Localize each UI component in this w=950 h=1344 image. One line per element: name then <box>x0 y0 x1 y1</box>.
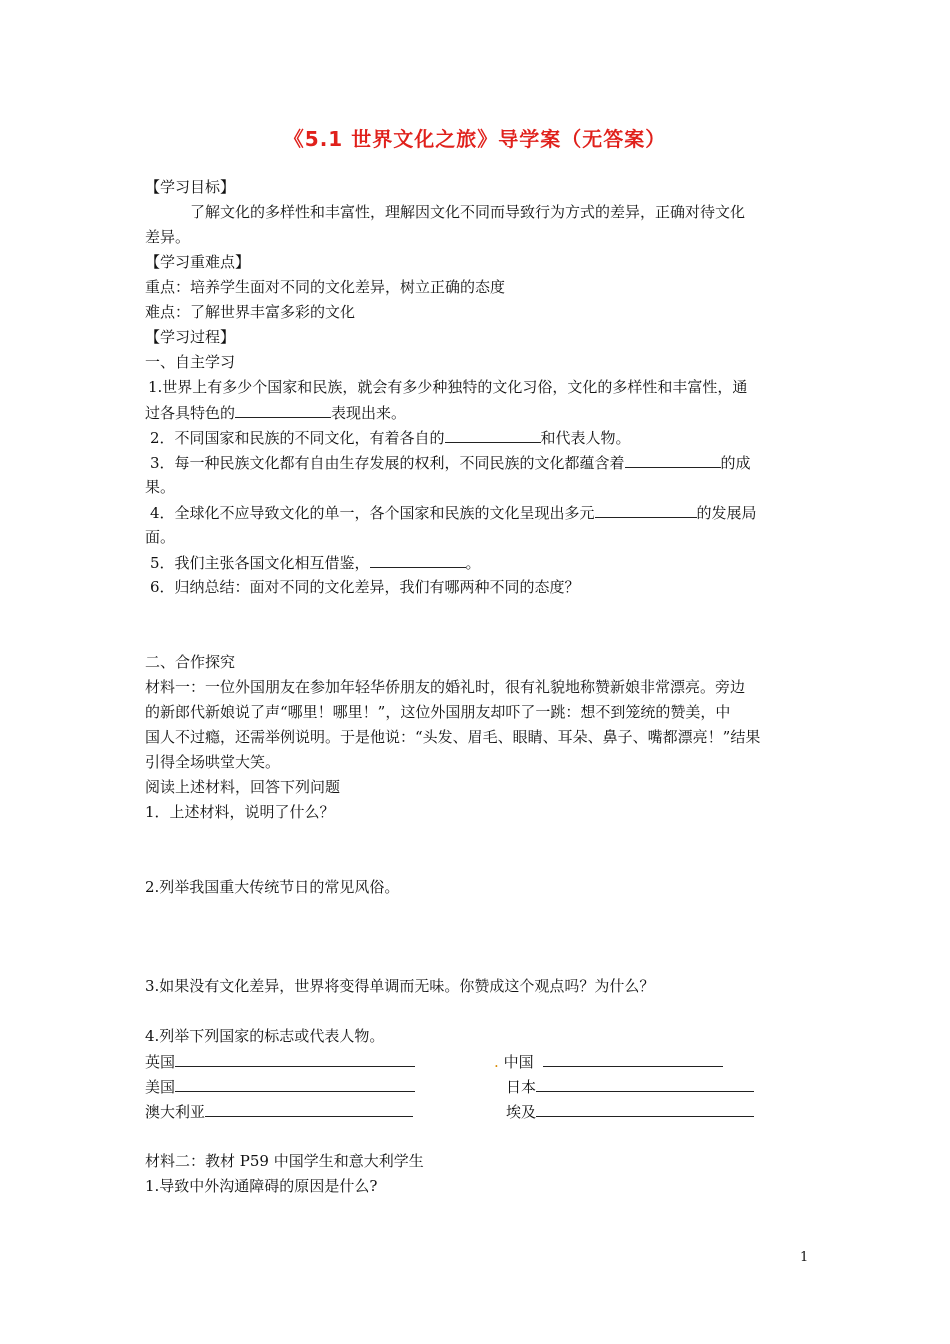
key-heading: 【学习重难点】 <box>145 253 251 271</box>
answer-blank <box>543 1052 723 1067</box>
country-au: 澳大利亚 <box>145 1102 413 1121</box>
self-study-heading: 一、自主学习 <box>145 353 236 371</box>
answer-blank <box>536 1102 754 1117</box>
coop-question-1: 1．上述材料，说明了什么？ <box>145 803 335 821</box>
answer-blank <box>235 403 331 418</box>
answer-blank <box>536 1077 754 1092</box>
question-5: 5．我们主张各国文化相互借鉴， 。 <box>150 554 481 572</box>
answer-blank <box>595 503 697 518</box>
material-1-line-2: 的新郎代新娘说了声“哪里！哪里！”，这位外国朋友却吓了一跳：想不到笼统的赞美，中 <box>145 703 731 721</box>
coop-question-2: 2.列举我国重大传统节日的常见风俗。 <box>145 878 400 896</box>
material-1-line-3: 国人不过瘾，还需举例说明。于是他说：“头发、眉毛、眼睛、耳朵、鼻子、嘴都漂亮！”结果 <box>145 728 761 746</box>
coop-heading: 二、合作探究 <box>145 653 236 671</box>
answer-blank <box>445 428 541 443</box>
material-2: 材料二：教材 P59 中国学生和意大利学生 <box>145 1152 424 1170</box>
country-eg: 埃及 <box>506 1102 754 1121</box>
answer-blank <box>175 1052 415 1067</box>
question-3-cont: 果。 <box>145 478 176 496</box>
page-number: 1 <box>800 1250 809 1265</box>
country-cn: . 中国 <box>494 1052 723 1071</box>
country-uk: 英国 <box>145 1052 415 1071</box>
question-3: 3．每一种民族文化都有自由生存发展的权利，不同民族的文化都蕴含着 的成 <box>150 454 751 472</box>
question-1-cont: 过各具特色的 表现出来。 <box>145 404 407 422</box>
question-1: 1.世界上有多少个国家和民族，就会有多少种独特的文化习俗，文化的多样性和丰富性，通 <box>148 378 748 396</box>
page-title: 《5.1 世界文化之旅》导学案（无答案） <box>283 127 667 151</box>
goals-text-cont: 差异。 <box>145 228 191 246</box>
material-2-question-1: 1.导致中外沟通障碍的原因是什么? <box>145 1177 378 1195</box>
answer-blank <box>370 553 466 568</box>
answer-blank <box>625 453 721 468</box>
goals-heading: 【学习目标】 <box>145 178 236 196</box>
question-2: 2．不同国家和民族的不同文化，有着各自的 和代表人物。 <box>150 429 631 447</box>
answer-blank <box>175 1077 415 1092</box>
key-point: 重点：培养学生面对不同的文化差异，树立正确的态度 <box>145 278 506 296</box>
question-4: 4．全球化不应导致文化的单一，各个国家和民族的文化呈现出多元 的发展局 <box>150 504 757 522</box>
country-us: 美国 <box>145 1077 415 1096</box>
country-jp: 日本 <box>506 1077 754 1096</box>
material-1: 材料一：一位外国朋友在参加年轻华侨朋友的婚礼时，很有礼貌地称赞新娘非常漂亮。旁边 <box>145 678 746 696</box>
goals-text: 了解文化的多样性和丰富性，理解因文化不同而导致行为方式的差异，正确对待文化 <box>190 203 746 221</box>
read-instruction: 阅读上述材料，回答下列问题 <box>145 778 341 796</box>
difficult-point: 难点：了解世界丰富多彩的文化 <box>145 303 356 321</box>
answer-blank <box>205 1102 413 1117</box>
coop-question-4: 4.列举下列国家的标志或代表人物。 <box>145 1027 385 1045</box>
coop-question-3: 3.如果没有文化差异，世界将变得单调而无味。你赞成这个观点吗？为什么？ <box>145 977 655 995</box>
material-1-line-4: 引得全场哄堂大笑。 <box>145 753 281 771</box>
process-heading: 【学习过程】 <box>145 328 236 346</box>
question-4-cont: 面。 <box>145 528 176 546</box>
question-6: 6．归纳总结：面对不同的文化差异，我们有哪两种不同的态度？ <box>150 578 580 596</box>
